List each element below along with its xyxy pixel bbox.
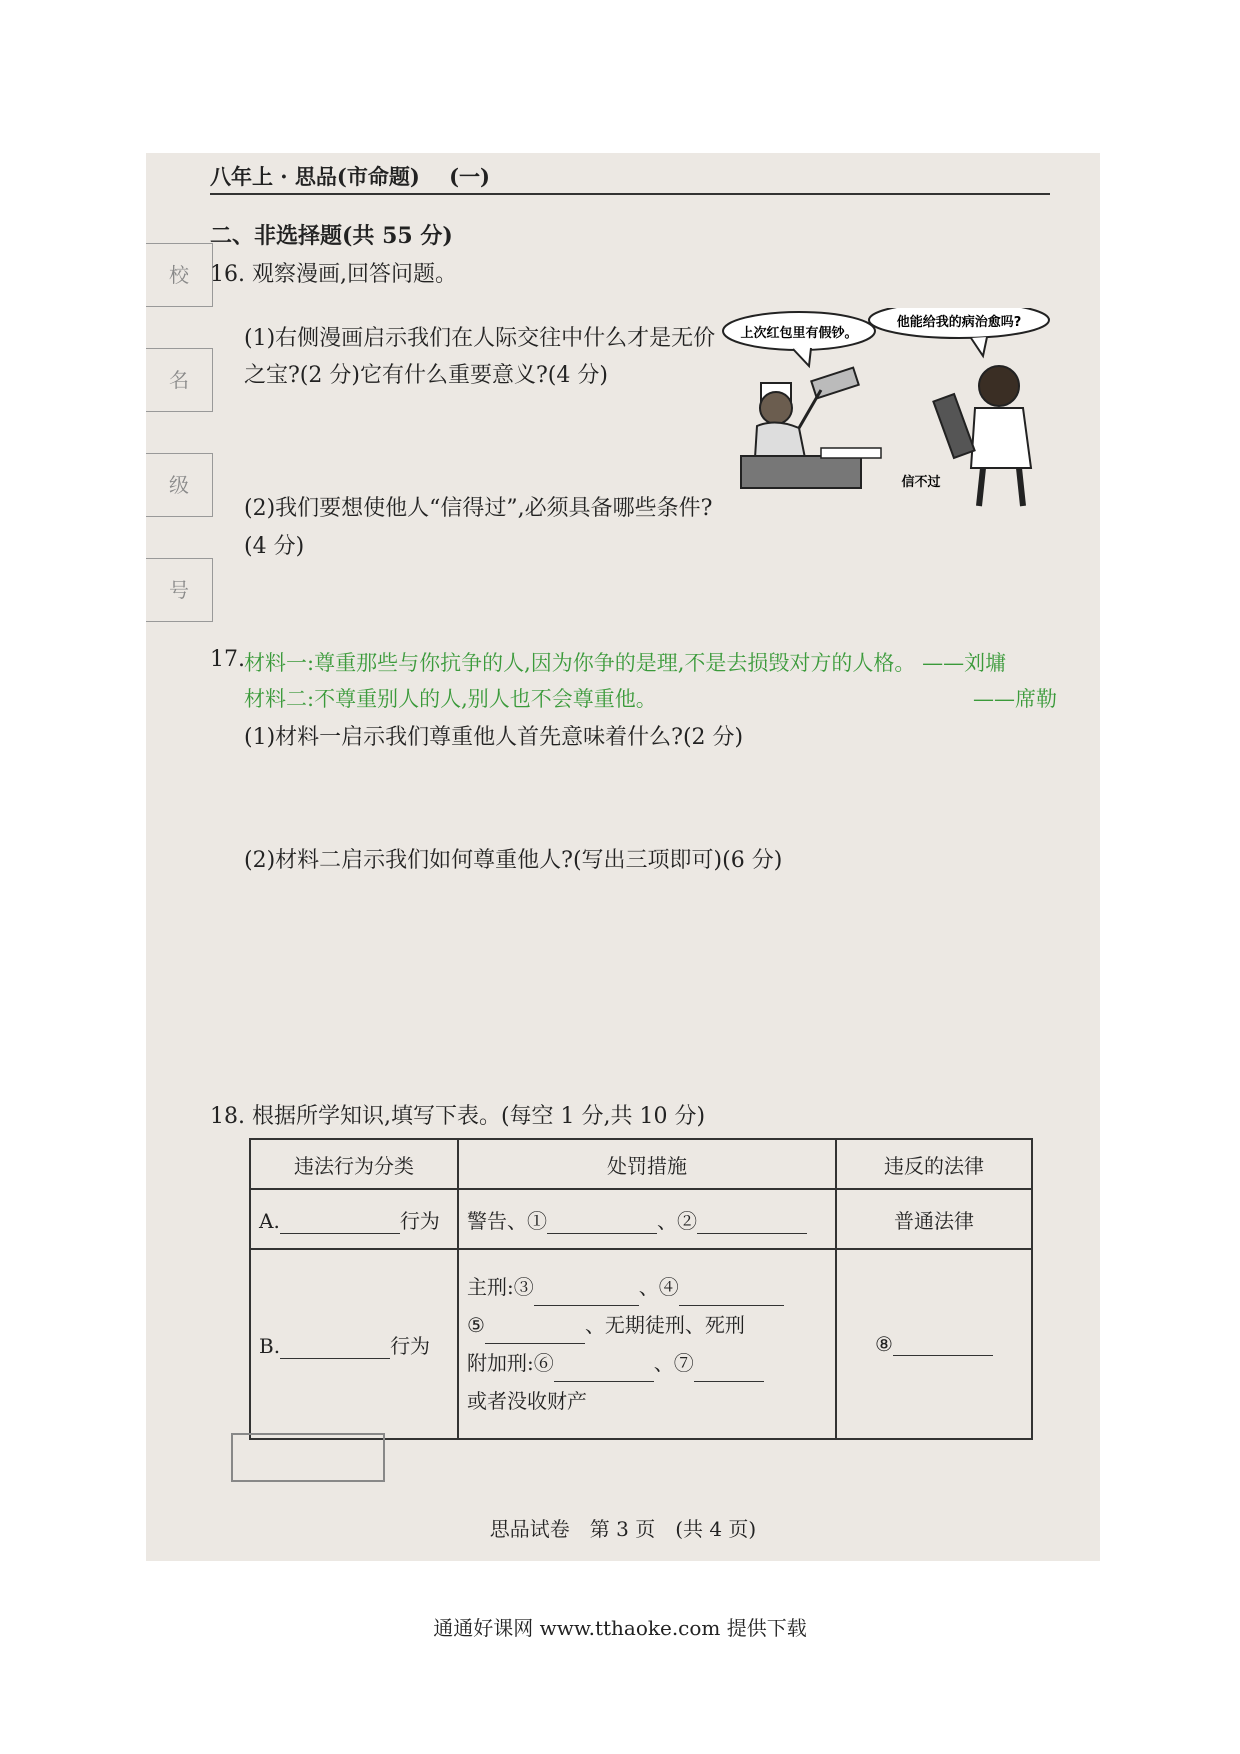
row-a-penalty (458, 1189, 836, 1249)
row-b-extra-last: 或者没收财产 (467, 1389, 587, 1413)
row-a-penalty-mid: 、② (657, 1208, 697, 1233)
blank-a-type[interactable] (280, 1215, 400, 1234)
row-b-extra-prefix: 附加刑:⑥ (467, 1351, 554, 1375)
row-b-suffix: 行为 (390, 1333, 431, 1358)
q16-sub1-line2: 之宝?(2 分)它有什么重要意义?(4 分) (244, 363, 608, 388)
header-paren: (一) (449, 164, 490, 189)
q18-stem: 18. 根据所学知识,填写下表。(每空 1 分,共 10 分) (210, 1104, 706, 1129)
score-stamp-box (231, 1433, 385, 1482)
blank-2[interactable] (697, 1215, 807, 1234)
blank-1[interactable] (547, 1215, 657, 1234)
blank-7[interactable] (694, 1363, 764, 1382)
header-penalty: 处罚措施 (458, 1139, 836, 1189)
row-a-law: 普通法律 (836, 1189, 1032, 1249)
speech-bubble-left (723, 312, 875, 366)
row-b-law (836, 1249, 1032, 1439)
table-row-a (250, 1189, 1032, 1249)
q17-number: 17. (210, 647, 245, 672)
row-b-main-line (467, 1268, 827, 1306)
table-header-row (250, 1139, 1032, 1189)
standing-figure (933, 366, 1031, 506)
row-b-extra-line (467, 1344, 827, 1382)
row-b-law-num: ⑧ (875, 1332, 893, 1356)
row-a-penalty-prefix: 警告、① (467, 1208, 547, 1233)
row-b-penalty (458, 1249, 836, 1439)
header-title (210, 161, 490, 191)
row-a-suffix: 行为 (399, 1208, 440, 1233)
section-title: 二、非选择题(共 55 分) (210, 223, 453, 249)
q16-stem: 16. 观察漫画,回答问题。 (210, 262, 457, 287)
row-b-extra-mid: 、⑦ (653, 1351, 694, 1375)
source-credit: 通通好课网 www.tthaoke.com 提供下载 (433, 1616, 807, 1640)
q17-material1: 材料一:尊重那些与你抗争的人,因为你争的是理,不是去损毁对方的人格。 ——刘墉 (244, 651, 1007, 675)
row-b-line2-prefix: ⑤ (467, 1313, 485, 1337)
page-footer: 思品试卷 第 3 页 (共 4 页) (489, 1517, 757, 1541)
side-box-class: 级 (146, 453, 213, 517)
row-b-line2 (467, 1306, 827, 1344)
speech-bubble-right (869, 308, 1049, 356)
blank-8[interactable] (893, 1337, 993, 1356)
row-b-classification (250, 1249, 458, 1439)
header-title-text: 八年上 · 思品(市命题) (210, 164, 420, 189)
blank-5[interactable] (485, 1325, 585, 1344)
q17-sub1: (1)材料一启示我们尊重他人首先意味着什么?(2 分) (244, 725, 744, 750)
q16-sub1-line1: (1)右侧漫画启示我们在人际交往中什么才是无价 (244, 326, 716, 351)
penalty-table (249, 1138, 1033, 1440)
q17-material2-author: ——席勒 (973, 687, 1057, 711)
header-law: 违反的法律 (836, 1139, 1032, 1189)
side-box-school: 校 (146, 243, 213, 307)
header-rule (210, 193, 1050, 195)
blank-4[interactable] (679, 1287, 784, 1306)
q16-sub2-line1: (2)我们要想使他人“信得过”,必须具备哪些条件? (244, 496, 713, 521)
header-classification: 违法行为分类 (250, 1139, 458, 1189)
q16-sub2-line2: (4 分) (244, 534, 305, 559)
bubble-left-text: 上次红包里有假钞。 (740, 326, 858, 341)
table-row-b (250, 1249, 1032, 1439)
bubble-right-text: 他能给我的病治愈吗? (896, 315, 1022, 330)
row-b-label: B. (259, 1333, 281, 1358)
blank-b-type[interactable] (280, 1340, 390, 1359)
side-box-name: 名 (146, 348, 213, 412)
exam-page (146, 153, 1100, 1561)
q17-sub2: (2)材料二启示我们如何尊重他人?(写出三项即可)(6 分) (244, 848, 783, 873)
row-b-main-prefix: 主刑:③ (467, 1275, 534, 1299)
row-b-main-mid: 、④ (638, 1275, 679, 1299)
row-a-classification (250, 1189, 458, 1249)
cartoon-illustration (721, 308, 1061, 518)
row-b-line2-suffix: 、无期徒刑、死刑 (584, 1313, 745, 1337)
row-a-label: A. (259, 1208, 280, 1233)
side-box-number: 号 (146, 558, 213, 622)
blank-3[interactable] (534, 1287, 639, 1306)
blank-6[interactable] (554, 1363, 654, 1382)
q17-material2: 材料二:不尊重别人的人,别人也不会尊重他。 (244, 687, 657, 711)
cartoon-caption: 信不过 (901, 475, 941, 490)
seated-figure (741, 368, 881, 488)
